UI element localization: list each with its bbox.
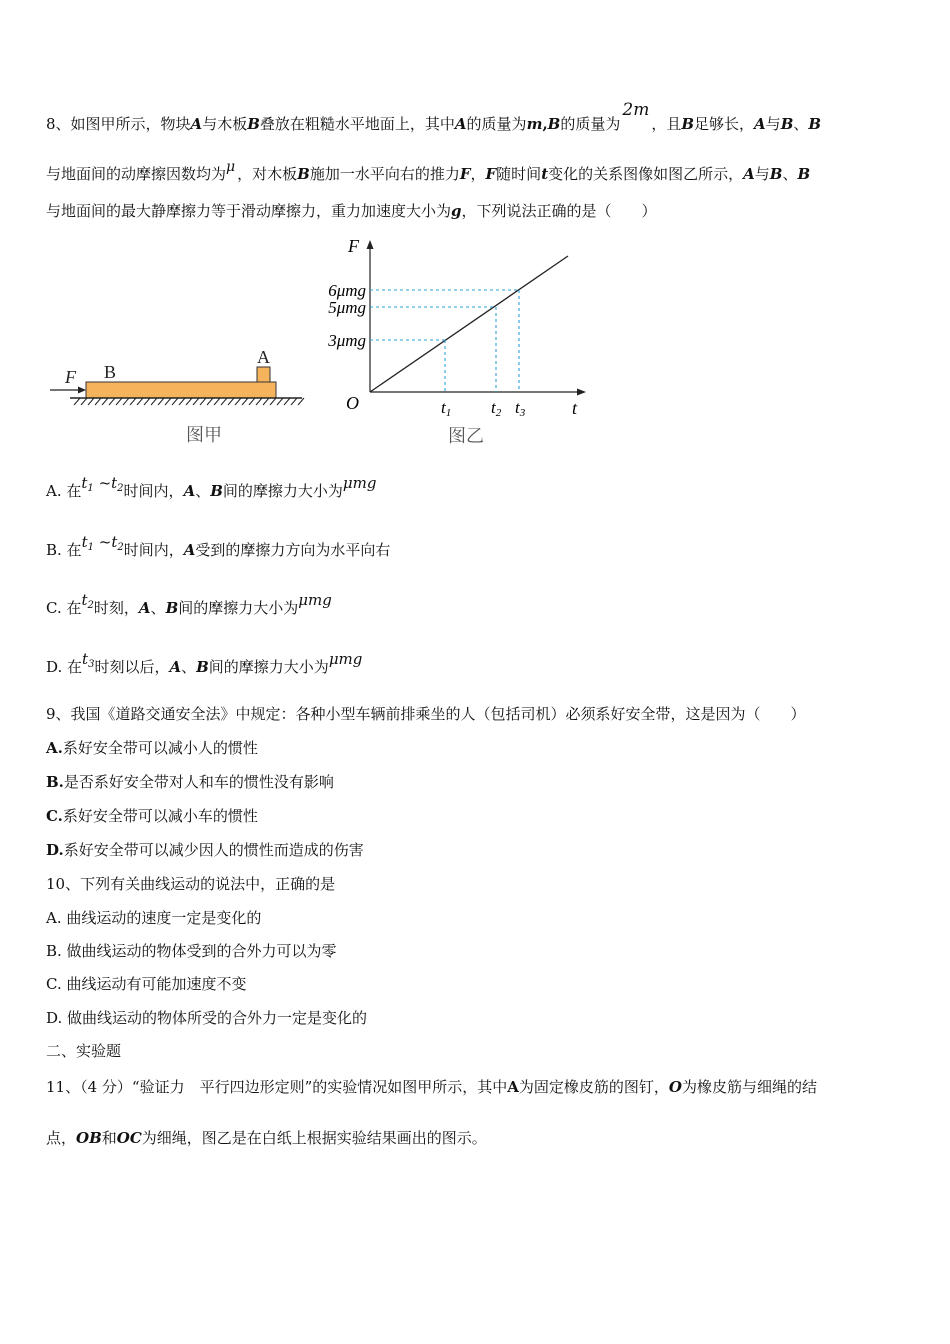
hatch-stroke [291,398,297,405]
q9-option-b [46,772,334,792]
text: 、 [793,115,809,133]
q8-option-a [46,474,377,504]
hatch-stroke [165,398,171,405]
figure-jia [40,340,310,450]
hatch-stroke [270,398,276,405]
q8-option-d [46,650,363,680]
hatch-stroke [193,398,199,405]
hatch-stroke [228,398,234,405]
text: 的质量为 [466,115,527,133]
hatch-stroke [200,398,206,405]
var-B: B [681,115,695,133]
text: 为橡皮筋与细绳的结 [681,1078,817,1096]
tilde: ~ [98,474,112,492]
hatch-stroke [298,398,304,405]
var-B: B [210,482,223,500]
text: 叠放在粗糙水平地面上，其中 [259,115,455,133]
var-t: t [81,591,88,609]
hatch-stroke [263,398,269,405]
q9-stem: 9、我国《道路交通安全法》中规定：各种小型车辆前排乘坐的人（包括司机）必须系好安全带，这是因为（ ） [46,705,806,723]
tilde: ~ [98,533,112,551]
text: ，且 [651,115,682,133]
text: 的质量为 [560,115,621,133]
option-text: 系好安全带可以减少因人的惯性而造成的伤害 [63,841,364,859]
text: 点， [46,1129,77,1147]
var-A: A [743,165,755,183]
hatch-stroke [116,398,122,405]
x-axis-arrow [577,389,586,396]
var-B: B [196,658,209,676]
math-t3 [82,650,94,668]
hatch-stroke [74,398,80,405]
text: D. 在 [46,658,83,676]
text: 、 [782,165,798,183]
hatch-stroke [81,398,87,405]
var-A: A [138,599,151,617]
q8-option-c [46,591,332,621]
q10-option-d: D. 做曲线运动的物体所受的合外力一定是变化的 [46,1009,368,1027]
text: 与地面间的最大静摩擦力等于滑动摩擦力，重力加速度大小为 [46,202,452,220]
text: 时刻， [93,599,139,617]
math-t1-t2 [81,474,123,492]
math-t2 [81,591,93,609]
subscript: 3 [88,659,95,670]
var-B: B [769,165,783,183]
math-umg: μmg [328,650,363,668]
text: 11、（4 分）“验证力 平行四边形定则”的实验情况如图甲所示，其中 [46,1078,508,1096]
block-A [257,367,270,382]
tick-t3: t3 [515,398,526,419]
tick-t1: t1 [441,398,452,419]
var-B: B [808,115,822,133]
y-axis-label: F [348,236,359,256]
F-t-line [370,256,568,392]
hatch-stroke [109,398,115,405]
text: 、 [195,482,211,500]
text: ， [470,165,486,183]
hatch-stroke [249,398,255,405]
text: 、 [150,599,166,617]
hatch-stroke [130,398,136,405]
tick-5umg: 5μmg [328,298,366,317]
text: ，下列说法正确的是（ ） [461,202,657,220]
text: C. 在 [46,599,82,617]
hatch-stroke [221,398,227,405]
text: 8、如图甲所示，物块 [46,115,191,133]
hatch-stroke [95,398,101,405]
q10-option-a: A. 曲线运动的速度一定是变化的 [46,909,262,927]
q10-option-b: B. 做曲线运动的物体受到的合外力可以为零 [46,942,337,960]
hatch-stroke [207,398,213,405]
hatch-stroke [172,398,178,405]
option-text: 是否系好安全带对人和车的惯性没有影响 [63,773,334,791]
option-text: 系好安全带可以减小车的惯性 [62,807,258,825]
q8-line2 [46,159,811,185]
var-A: A [183,482,196,500]
var-B: B [780,115,794,133]
var-A: A [754,115,766,133]
var-OB: OB [76,1129,102,1147]
var-t: t [111,533,118,551]
math-2m: 2m [622,100,650,120]
hatch-stroke [235,398,241,405]
text: 施加一水平向右的推力 [309,165,460,183]
figure-yi [310,232,600,450]
text: 时间内， [123,482,184,500]
q9-option-c [46,806,258,826]
hatch-stroke [277,398,283,405]
hatch-stroke [88,398,94,405]
option-label: D. [46,841,64,859]
text: 时刻以后， [94,658,170,676]
var-O: O [668,1078,682,1096]
var-t: t [81,533,88,551]
q11-line1 [46,1077,817,1097]
tick-6umg: 6μmg [328,281,366,300]
label-A: A [257,347,270,367]
text: 为细绳，图乙是在白纸上根据实验结果画出的图示。 [141,1129,487,1147]
text: 与 [754,165,770,183]
option-label: B. [46,773,64,791]
math-umg: μmg [298,591,332,609]
text: 受到的摩擦力方向为水平向右 [195,541,391,559]
q9-option-d [46,840,364,860]
text: 与木板 [202,115,248,133]
tick-t2: t2 [491,398,502,419]
subscript: 2 [117,483,124,494]
math-t1-t2 [82,533,124,551]
hatch-stroke [151,398,157,405]
q9-option-a [46,738,258,758]
section-heading: 二、实验题 [46,1042,122,1060]
subscript: 1 [87,483,94,494]
text: ，对木板 [237,165,298,183]
var-A: A [169,658,182,676]
hatch-stroke [214,398,220,405]
caption-jia: 图甲 [186,425,222,445]
math-umg: μmg [342,474,377,492]
text: 足够长， [694,115,755,133]
option-label: C. [46,807,63,825]
var-t: t [541,165,549,183]
var-t: t [81,474,88,492]
text: 变化的关系图像如图乙所示， [548,165,744,183]
text: A. 在 [46,482,82,500]
hatch-stroke [256,398,262,405]
var-A: A [183,541,196,559]
text: 间的摩擦力大小为 [178,599,299,617]
var-B: B [297,165,310,183]
board-B [86,382,276,398]
var-t: t [111,474,118,492]
var-m: m [526,115,543,133]
text: 为固定橡皮筋的图钉， [518,1078,669,1096]
hatch-stroke [123,398,129,405]
hatch-stroke [242,398,248,405]
text: 与 [765,115,781,133]
text: 与地面间的动摩擦因数均为 [46,165,227,183]
text: 随时间 [496,165,542,183]
text: B. 在 [46,541,82,559]
force-arrow-head [78,387,86,394]
label-F: F [65,367,76,387]
tick-3umg: 3μmg [328,331,366,350]
var-B: B [165,599,179,617]
hatch-stroke [137,398,143,405]
hatch-stroke [144,398,150,405]
ground-hatching [74,398,304,405]
var-g: g [451,202,462,220]
caption-yi: 图乙 [448,426,484,446]
q10-stem: 10、下列有关曲线运动的说法中，正确的是 [46,875,336,893]
q10-option-c: C. 曲线运动有可能加速度不变 [46,975,247,993]
q8-line1 [46,100,822,134]
text: 间的摩擦力大小为 [222,482,343,500]
var-A: A [507,1078,519,1096]
math-mu: μ [226,159,236,175]
subscript: 1 [87,542,94,553]
hatch-stroke [284,398,290,405]
var-A: A [190,115,203,133]
q8-line3 [46,201,657,221]
origin-label: O [346,393,359,413]
hatch-stroke [186,398,192,405]
q11-line2 [46,1128,487,1148]
text: 时间内， [123,541,184,559]
option-label: A. [46,739,63,757]
var-F: F [459,165,471,183]
hatch-stroke [179,398,185,405]
var-A: A [454,115,467,133]
text: 、 [181,658,197,676]
text: 和 [101,1129,117,1147]
q8-option-b [46,533,391,563]
var-OC: OC [116,1129,142,1147]
var-t: t [82,650,89,668]
var-B: B [547,115,561,133]
text: , [542,115,548,133]
var-F: F [485,165,497,183]
label-B: B [104,362,117,382]
hatch-stroke [102,398,108,405]
var-B: B [247,115,260,133]
hatch-stroke [158,398,164,405]
x-axis-label: t [572,398,578,418]
text: 间的摩擦力大小为 [208,658,329,676]
subscript: 2 [87,600,94,611]
y-axis-arrow [367,240,374,249]
subscript: 2 [117,542,124,553]
option-text: 系好安全带可以减小人的惯性 [62,739,258,757]
var-B: B [797,165,811,183]
